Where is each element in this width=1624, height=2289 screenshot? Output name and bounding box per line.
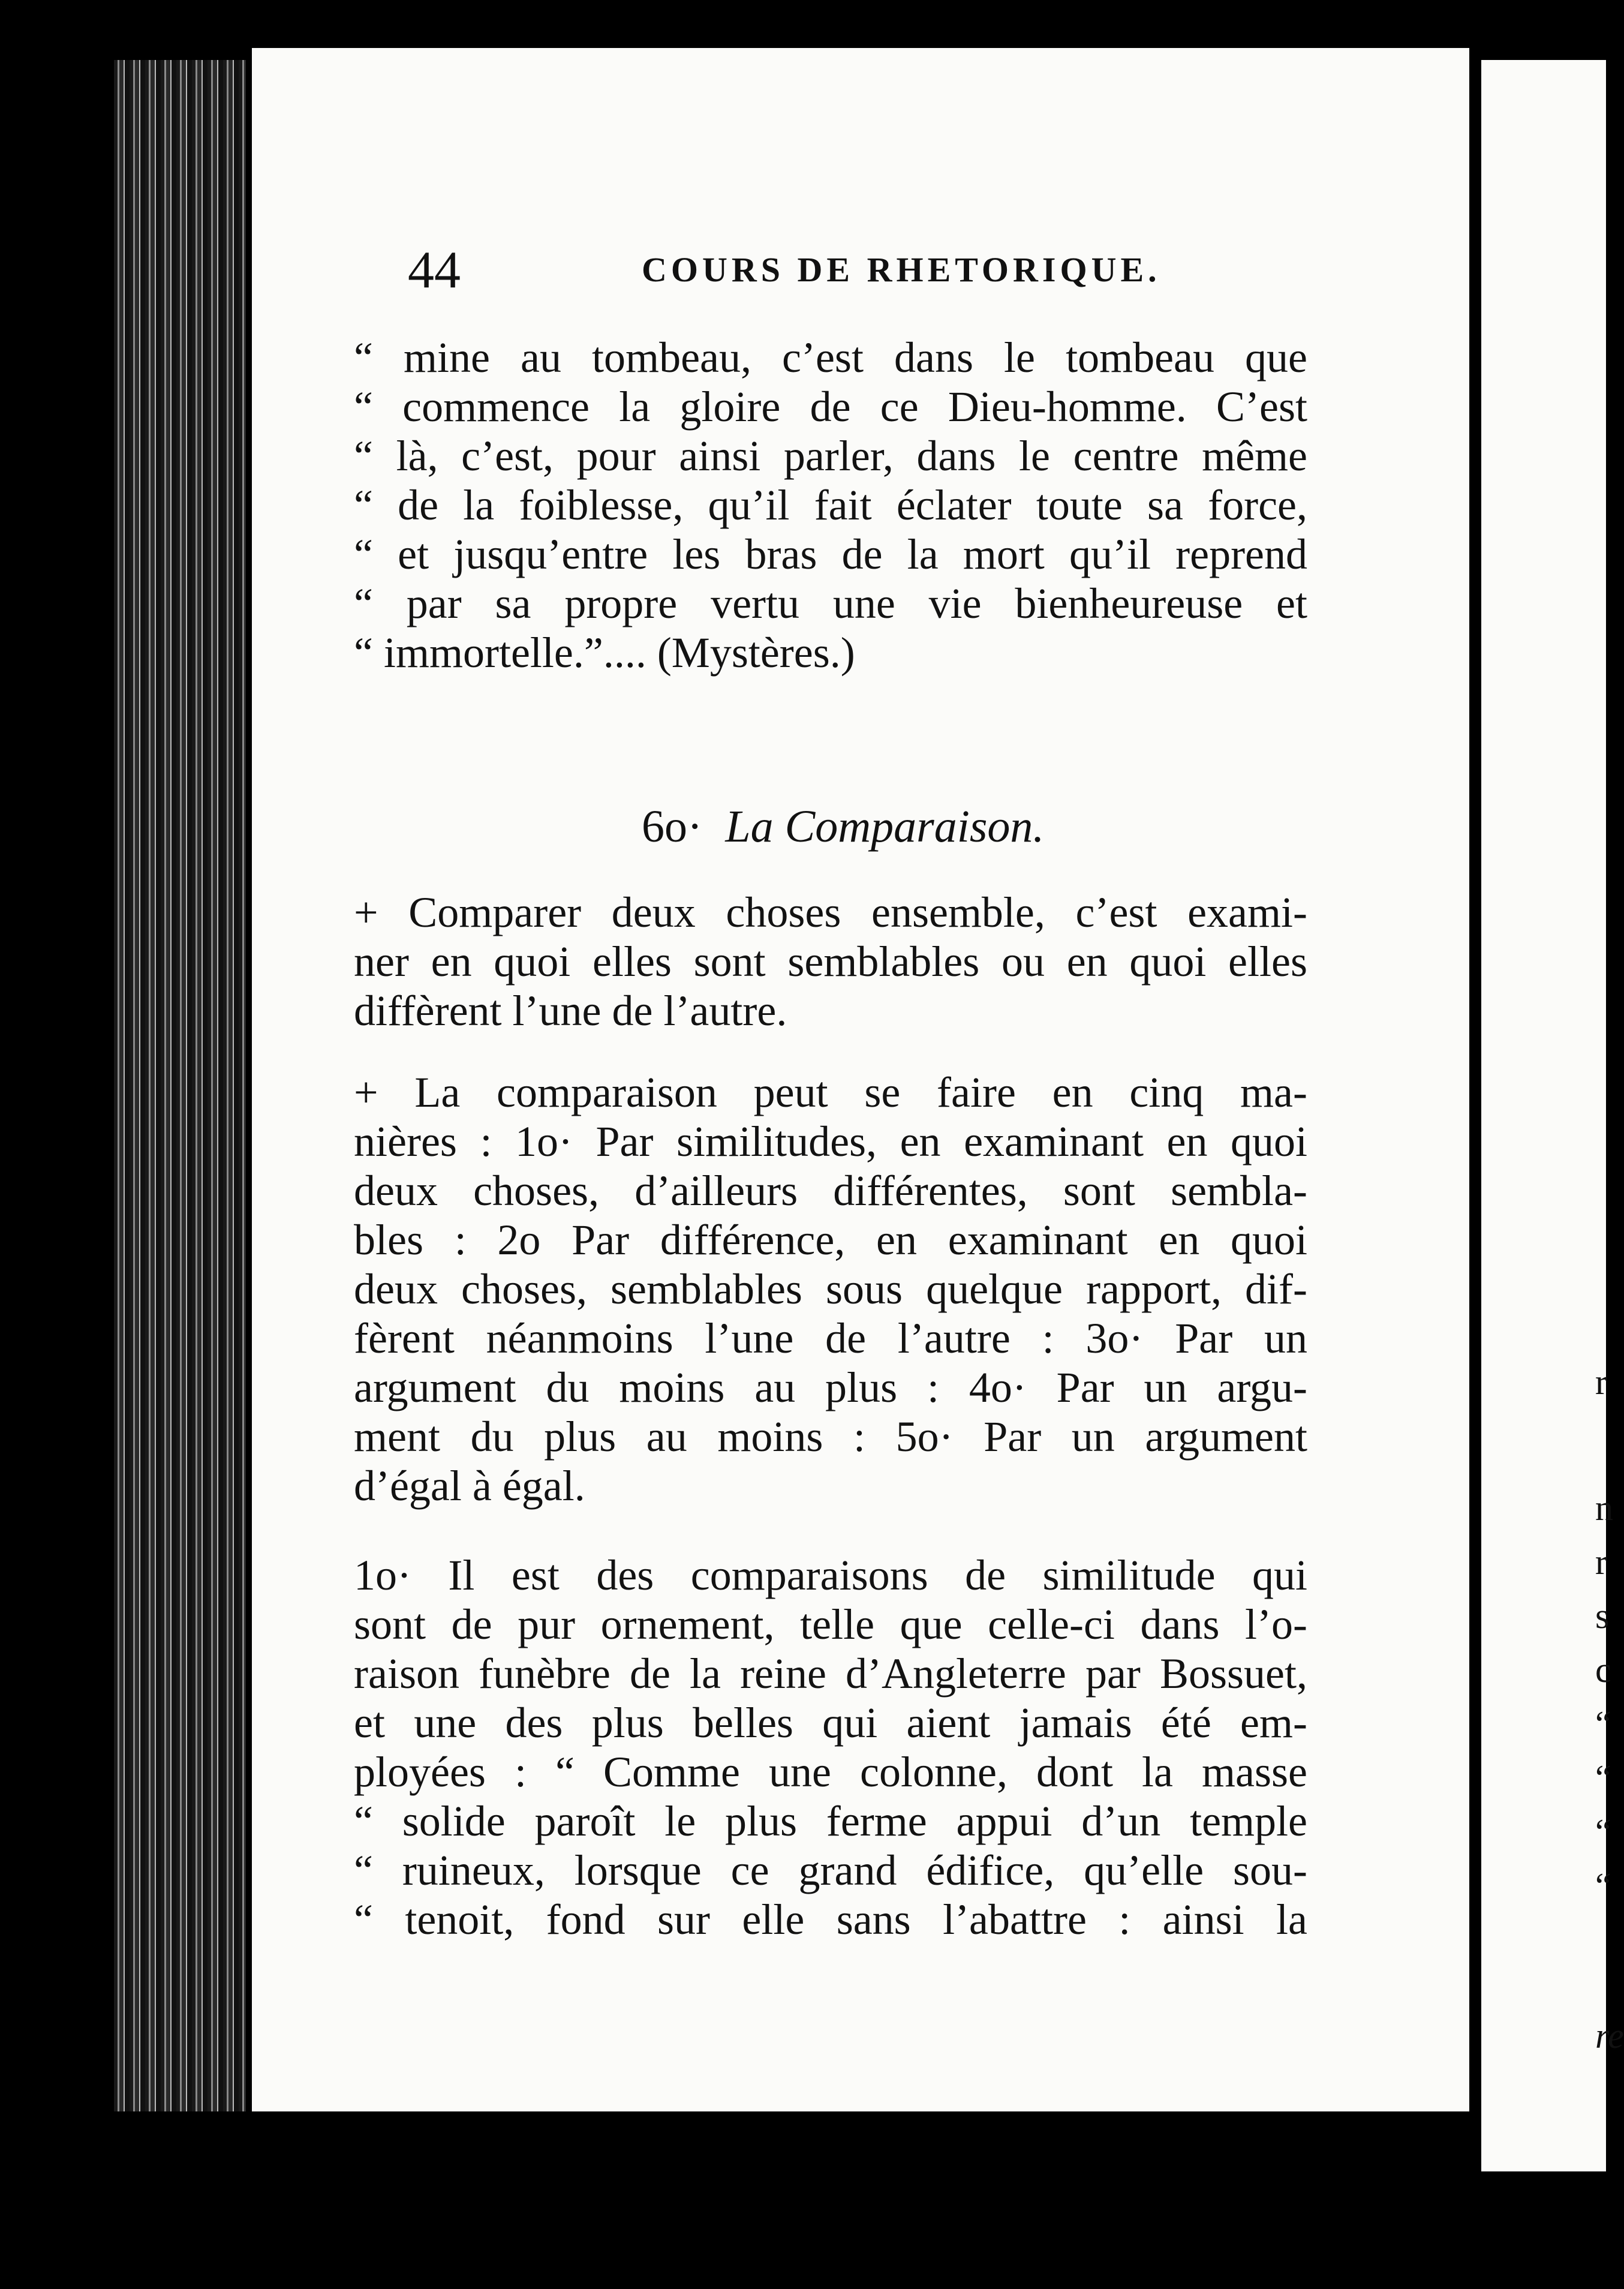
text-line: “ solide paroît le plus ferme appui d’un temple (354, 1797, 1307, 1845)
running-title: COURS DE RHETORIQUE. (642, 250, 1161, 289)
section-heading (642, 801, 1044, 853)
text-line: “ mine au tombeau, c’est dans le tombeau que (354, 334, 1307, 382)
section-title: La Comparaison. (725, 801, 1045, 852)
page-header (408, 240, 1319, 306)
paragraph-methods (354, 1068, 1307, 1510)
adjacent-fragment: “ (1595, 1758, 1611, 1798)
text-line: + Comparer deux choses ensemble, c’est exami- (354, 888, 1307, 936)
text-line: argument du moins au plus : 4o· Par un argu- (354, 1363, 1307, 1411)
text-line: d’égal à égal. (354, 1462, 585, 1510)
continued-quote (354, 333, 1307, 677)
text-line: “ de la foiblesse, qu’il fait éclater toute sa force, (354, 481, 1307, 529)
adjacent-fragment: s (1595, 1596, 1610, 1636)
text-line: raison funèbre de la reine d’Angleterre par Bossuet, (354, 1650, 1307, 1698)
text-line: “ par sa propre vertu une vie bienheureuse et (354, 579, 1307, 627)
text-line: nières : 1o· Par similitudes, en examinant en quoi (354, 1118, 1307, 1165)
paragraph-definition (354, 888, 1307, 1035)
text-line: “ commence la gloire de ce Dieu-homme. C’est (354, 383, 1307, 431)
text-line: sont de pur ornement, telle que celle-ci dans l’o- (354, 1600, 1307, 1648)
page-number: 44 (408, 241, 461, 299)
adjacent-fragment: r (1595, 1362, 1607, 1402)
text-line: “ ruineux, lorsque ce grand édifice, qu’elle sou- (354, 1846, 1307, 1894)
adjacent-fragment: re (1595, 2016, 1624, 2056)
text-line: bles : 2o Par différence, en examinant en quoi (354, 1216, 1307, 1264)
text-line: fèrent néanmoins l’une de l’autre : 3o· Par un (354, 1314, 1307, 1362)
paragraph-similitude (354, 1551, 1307, 1944)
adjacent-fragment: “ (1595, 1812, 1611, 1852)
text-line: ployées : “ Comme une colonne, dont la masse (354, 1748, 1307, 1796)
text-line: “ et jusqu’entre les bras de la mort qu’il reprend (354, 530, 1307, 578)
text-line: + La comparaison peut se faire en cinq ma- (354, 1068, 1307, 1116)
text-line: ner en quoi elles sont semblables ou en quoi elles (354, 938, 1307, 986)
adjacent-fragment: n (1595, 1488, 1613, 1528)
section-number: 6o· (642, 801, 703, 852)
text-line: deux choses, d’ailleurs différentes, sont sembla- (354, 1167, 1307, 1215)
text-line: “ tenoit, fond sur elle sans l’abattre : ainsi la (354, 1896, 1307, 1943)
text-line: 1o· Il est des comparaisons de similitude qui (354, 1551, 1307, 1599)
text-line: et une des plus belles qui aient jamais été em- (354, 1699, 1307, 1747)
text-line: ment du plus au moins : 5o· Par un argument (354, 1413, 1307, 1461)
book-spine (114, 60, 246, 2111)
text-line: “ là, c’est, pour ainsi parler, dans le centre même (354, 432, 1307, 480)
text-line: diffèrent l’une de l’autre. (354, 987, 787, 1035)
text-line: deux choses, semblables sous quelque rapport, dif- (354, 1265, 1307, 1313)
adjacent-fragment: “ (1595, 1704, 1611, 1744)
adjacent-fragment: “ (1595, 1866, 1611, 1906)
adjacent-fragment: r (1595, 1542, 1607, 1582)
adjacent-fragment: c (1595, 1650, 1611, 1690)
text-line: “ immortelle.”.... (Mystères.) (354, 629, 855, 677)
adjacent-page-edge (1481, 60, 1624, 2171)
